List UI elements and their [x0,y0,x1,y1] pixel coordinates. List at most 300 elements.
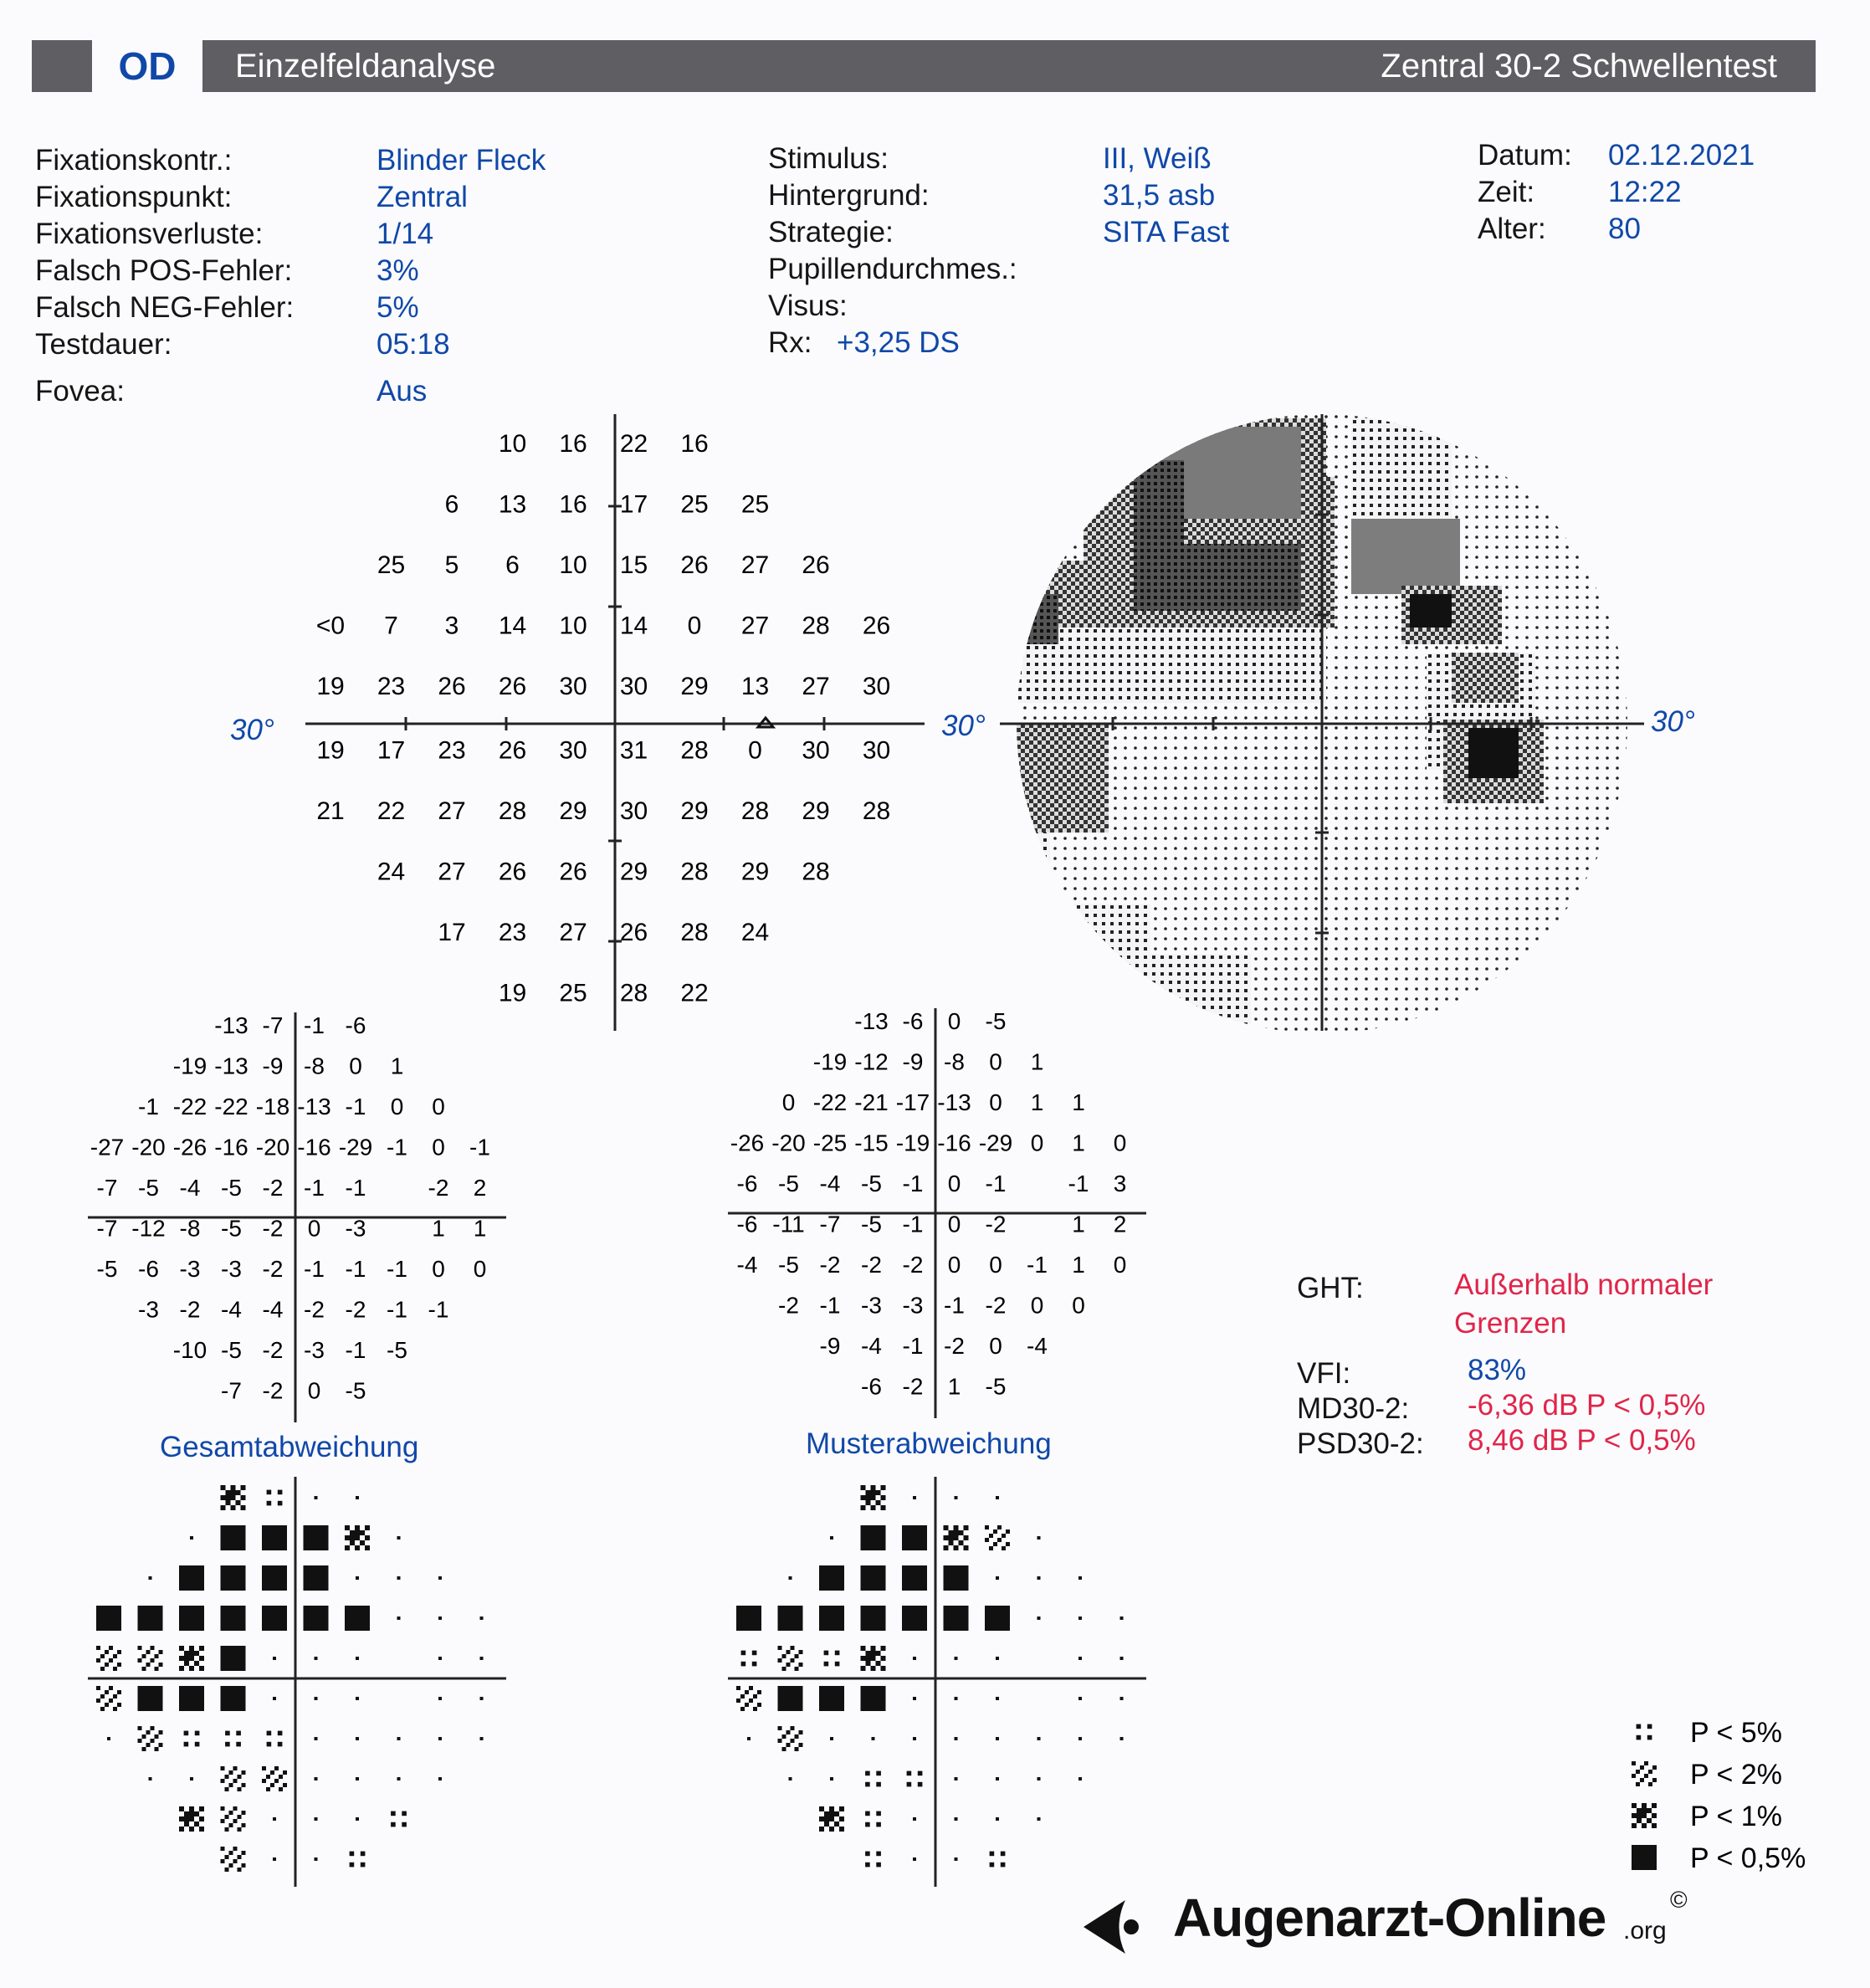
false-pos-label: Falsch POS-Fehler: [35,254,293,287]
normal-symbol [955,1737,958,1740]
deviation-value: -6 [736,1171,758,1196]
fixation-point-label: Fixationspunkt: [35,181,233,213]
p05-symbol [221,1565,246,1591]
legend-label: P < 2% [1690,1759,1782,1791]
deviation-value: -13 [214,1053,248,1079]
md-label: MD30-2: [1297,1392,1410,1425]
threshold-value: 23 [498,919,527,946]
deviation-value: -5 [345,1377,366,1404]
deviation-value: -1 [304,1175,325,1201]
threshold-value: 28 [498,797,527,825]
p5-symbol [225,1731,241,1747]
normal-symbol [1078,1617,1082,1620]
probability-legend [1615,1707,1832,1891]
time-value: 12:22 [1608,176,1682,208]
deviation-value: -1 [387,1256,407,1282]
normal-symbol [149,1777,152,1780]
normal-symbol [872,1737,875,1740]
threshold-value: 17 [377,736,406,765]
deviation-value: -7 [221,1377,242,1404]
deviation-value: 0 [307,1215,321,1242]
p05-symbol [179,1565,204,1591]
deviation-value: -1 [902,1211,924,1237]
p2-symbol [138,1726,163,1751]
threshold-value: 25 [377,551,406,579]
normal-symbol [438,1576,442,1580]
deviation-value: -21 [854,1089,889,1115]
deviation-value: -2 [819,1252,841,1278]
normal-symbol [273,1657,276,1660]
total-deviation-title: Gesamtabweichung [160,1431,419,1463]
deviation-value: -12 [131,1215,166,1242]
threshold-value: 28 [862,797,891,825]
deviation-value: -3 [902,1292,924,1319]
normal-symbol [315,1697,318,1700]
threshold-value: 24 [377,858,406,886]
deviation-value: -5 [96,1256,118,1282]
deviation-value: -1 [304,1012,325,1038]
date-label: Datum: [1478,139,1572,172]
deviation-value: -2 [428,1175,449,1201]
normal-symbol [1078,1777,1082,1780]
normal-symbol [996,1576,999,1580]
deviation-value: -19 [172,1053,207,1079]
normal-symbol [480,1737,484,1740]
deviation-value: -4 [1027,1333,1048,1359]
p05-symbol [96,1606,121,1631]
normal-symbol [356,1657,359,1660]
stimulus-value: III, Weiß [1103,142,1212,175]
p05-symbol [736,1606,761,1631]
deviation-value: -9 [819,1333,841,1359]
normal-symbol [315,1777,318,1780]
header-left-block [32,40,92,92]
deviation-value: 0 [947,1171,961,1196]
deviation-value: 1 [1072,1211,1085,1237]
normal-symbol [356,1737,359,1740]
p2-symbol [96,1646,121,1671]
deviation-value: -1 [985,1171,1007,1196]
threshold-value: 5 [444,551,459,579]
deviation-value: -29 [978,1130,1013,1156]
p2-symbol [262,1766,287,1791]
strategy-label: Strategie: [768,216,894,248]
ght-label: GHT: [1297,1272,1364,1304]
normal-symbol [273,1817,276,1821]
deviation-value: -6 [861,1373,882,1400]
normal-symbol [107,1737,110,1740]
p2-symbol [138,1646,163,1671]
p5-symbol [267,1490,283,1506]
p05-symbol [345,1606,370,1631]
deviation-value: 0 [989,1048,1002,1075]
threshold-value: 28 [740,797,770,825]
threshold-value: 14 [619,612,648,640]
age-label: Alter: [1478,213,1546,245]
p2-symbol [778,1726,803,1751]
time-label: Zeit: [1478,176,1535,208]
deviation-value: 1 [1030,1089,1044,1115]
normal-symbol [996,1737,999,1740]
threshold-value: 30 [619,797,648,825]
deviation-value: -2 [262,1215,284,1242]
psd-label: PSD30-2: [1297,1427,1424,1460]
deviation-value: -19 [812,1048,848,1075]
p05-symbol [221,1646,246,1671]
p2-symbol [1632,1761,1657,1786]
total-deviation-probability [84,1473,519,1895]
deviation-value: -3 [345,1215,366,1242]
normal-symbol [1078,1737,1082,1740]
deviation-value: -2 [179,1296,201,1323]
deviation-value: -16 [937,1130,971,1156]
p2-symbol [96,1686,121,1711]
axis-label-mid: 30° [941,710,986,742]
threshold-value: 26 [498,858,527,886]
p05-symbol [138,1606,163,1631]
deviation-value: -5 [221,1215,242,1242]
deviation-value: -2 [345,1296,366,1323]
header-bar [32,40,1816,92]
normal-symbol [789,1777,792,1780]
p1-symbol [944,1525,969,1550]
threshold-value: 29 [559,797,587,825]
normal-symbol [955,1857,958,1861]
normal-symbol [996,1496,999,1499]
deviation-value: -7 [96,1175,118,1201]
deviation-value: -9 [262,1053,284,1079]
normal-symbol [1120,1657,1124,1660]
deviation-value: -1 [1068,1171,1089,1196]
deviation-value: -2 [985,1211,1007,1237]
deviation-value: 0 [1030,1130,1044,1156]
deviation-value: -20 [255,1134,290,1161]
logo-text: Augenarzt-Online [1173,1888,1606,1948]
p2-symbol [221,1806,246,1832]
p1-symbol [1632,1803,1657,1828]
eye-label: OD [92,40,202,92]
p5-symbol [741,1651,757,1667]
deviation-value: 0 [947,1252,961,1278]
normal-symbol [190,1536,193,1540]
deviation-value: -16 [297,1134,331,1161]
threshold-value: 27 [559,919,587,946]
deviation-value: -9 [902,1048,924,1075]
p05-symbol [304,1525,329,1550]
threshold-value: 22 [680,979,709,1007]
normal-symbol [1037,1576,1041,1580]
p2-symbol [778,1646,803,1671]
deviation-value: 0 [432,1134,445,1161]
deviation-value: 0 [989,1089,1002,1115]
p5-symbol [391,1811,407,1827]
legend-label: P < 0,5% [1690,1842,1806,1874]
threshold-value: 16 [680,430,709,458]
deviation-value: -25 [812,1130,848,1156]
p05-symbol [861,1525,886,1550]
deviation-value: -6 [902,1008,924,1034]
threshold-value: 30 [862,736,891,765]
threshold-value: 26 [862,612,891,640]
normal-symbol [913,1817,916,1821]
deviation-value: -1 [345,1094,366,1120]
threshold-value: 13 [498,490,527,519]
deviation-value: -2 [944,1333,965,1359]
normal-symbol [913,1737,916,1740]
normal-symbol [996,1697,999,1700]
deviation-value: 1 [1072,1130,1085,1156]
p05-symbol [944,1606,969,1631]
normal-symbol [1078,1697,1082,1700]
deviation-value: -7 [819,1211,841,1237]
deviation-value: -22 [172,1094,207,1120]
p1-symbol [179,1806,204,1832]
deviation-value: 0 [307,1377,321,1404]
vfi-label: VFI: [1297,1357,1351,1390]
normal-symbol [438,1617,442,1620]
normal-symbol [356,1817,359,1821]
normal-symbol [273,1857,276,1861]
p05-symbol [819,1606,844,1631]
strategy-value: SITA Fast [1103,216,1230,248]
normal-symbol [913,1857,916,1861]
normal-symbol [315,1496,318,1499]
p5-symbol [1637,1724,1652,1740]
normal-symbol [356,1576,359,1580]
deviation-value: 1 [1072,1089,1085,1115]
threshold-value: 19 [316,673,345,700]
normal-symbol [996,1817,999,1821]
threshold-value: 19 [498,979,527,1007]
p1-symbol [179,1646,204,1671]
normal-symbol [1037,1777,1041,1780]
deviation-value: -1 [902,1171,924,1196]
deviation-value: -1 [345,1175,366,1201]
deviation-value: -4 [179,1175,201,1201]
fovea-value: Aus [377,375,428,407]
test-duration-label: Testdauer: [35,328,172,361]
false-neg-value: 5% [377,291,419,324]
threshold-value: 27 [802,673,830,700]
normal-symbol [1037,1617,1041,1620]
deviation-value: -15 [854,1130,889,1156]
deviation-value: -2 [262,1377,284,1404]
normal-symbol [438,1657,442,1660]
deviation-value: -6 [736,1211,758,1237]
normal-symbol [1078,1576,1082,1580]
deviation-value: -5 [861,1211,882,1237]
p05-symbol [819,1686,844,1711]
threshold-value: 29 [740,858,770,886]
deviation-value: -13 [297,1094,331,1120]
p05-symbol [819,1565,844,1591]
normal-symbol [356,1697,359,1700]
normal-symbol [315,1657,318,1660]
grayscale-plot [1000,402,1652,1038]
deviation-value: 0 [1113,1130,1127,1156]
normal-symbol [1120,1617,1124,1620]
deviation-value: 2 [1113,1211,1127,1237]
normal-symbol [1078,1657,1082,1660]
deviation-value: -1 [387,1296,407,1323]
deviation-value: -1 [1027,1252,1048,1278]
axis-label-right: 30° [1651,705,1695,738]
threshold-value: 0 [687,612,702,640]
deviation-value: 1 [432,1215,445,1242]
deviation-value: 0 [349,1053,362,1079]
deviation-value: -8 [944,1048,965,1075]
deviation-value: -7 [262,1012,284,1038]
normal-symbol [913,1496,916,1499]
fixation-point-value: Zentral [377,181,468,213]
p05-symbol [304,1565,329,1591]
normal-symbol [955,1657,958,1660]
normal-symbol [955,1496,958,1499]
deviation-value: 0 [1030,1292,1044,1319]
p05-symbol [304,1606,329,1631]
deviation-value: -27 [90,1134,125,1161]
threshold-value: 27 [740,551,770,579]
stimulus-label: Stimulus: [768,142,889,175]
p5-symbol [907,1771,923,1787]
date-value: 02.12.2021 [1608,139,1755,172]
deviation-value: -3 [221,1256,242,1282]
deviation-value: -2 [262,1256,284,1282]
logo-suffix: .org [1623,1917,1667,1944]
threshold-value: 30 [619,673,648,700]
threshold-value: 0 [748,736,762,765]
p05-symbol [262,1565,287,1591]
p2-symbol [985,1525,1010,1550]
p1-symbol [861,1485,886,1510]
deviation-value: 0 [432,1256,445,1282]
threshold-value: 15 [619,551,648,579]
deviation-value: -16 [214,1134,248,1161]
p1-symbol [221,1485,246,1510]
deviation-value: -7 [96,1215,118,1242]
normal-symbol [438,1737,442,1740]
deviation-value: -20 [131,1134,166,1161]
normal-symbol [438,1777,442,1780]
p05-symbol [1632,1845,1657,1870]
normal-symbol [830,1737,833,1740]
normal-symbol [913,1697,916,1700]
deviation-value: -3 [304,1337,325,1363]
p05-symbol [902,1606,927,1631]
threshold-value: 30 [862,673,891,700]
normal-symbol [1120,1737,1124,1740]
threshold-value: 26 [680,551,709,579]
threshold-value: 13 [740,673,770,700]
threshold-value: 28 [802,612,830,640]
deviation-value: -1 [902,1333,924,1359]
eye-logo-icon [1079,1893,1146,1960]
normal-symbol [913,1657,916,1660]
threshold-value: 29 [680,673,709,700]
deviation-value: -1 [469,1134,490,1161]
p05-symbol [778,1606,803,1631]
normal-symbol [149,1576,152,1580]
threshold-value: 28 [802,858,830,886]
deviation-value: 0 [473,1256,487,1282]
deviation-value: -6 [138,1256,159,1282]
threshold-value: 6 [505,551,520,579]
p5-symbol [865,1771,881,1787]
age-value: 80 [1608,213,1641,245]
normal-symbol [315,1817,318,1821]
deviation-value: -11 [772,1211,805,1237]
threshold-value: 26 [559,858,587,886]
deviation-value: -4 [221,1296,242,1323]
normal-symbol [190,1777,193,1780]
normal-symbol [480,1697,484,1700]
legend-label: P < 1% [1690,1801,1782,1832]
threshold-value: 16 [559,430,587,458]
p5-symbol [350,1852,366,1868]
deviation-value: 0 [989,1333,1002,1359]
deviation-value: -13 [214,1012,248,1038]
p05-symbol [221,1606,246,1631]
p05-symbol [985,1606,1010,1631]
normal-symbol [1037,1737,1041,1740]
deviation-value: -1 [944,1292,965,1319]
deviation-value: -2 [902,1373,924,1400]
deviation-value: -22 [812,1089,848,1115]
normal-symbol [1120,1697,1124,1700]
threshold-value: 29 [802,797,830,825]
p5-symbol [865,1811,881,1827]
deviation-value: -1 [387,1134,407,1161]
normal-symbol [1037,1536,1041,1540]
deviation-value: -2 [861,1252,882,1278]
normal-symbol [356,1496,359,1499]
deviation-value: -2 [985,1292,1007,1319]
p5-symbol [267,1731,283,1747]
threshold-value: 29 [619,858,648,886]
deviation-value: -1 [819,1292,841,1319]
normal-symbol [789,1576,792,1580]
normal-symbol [397,1777,401,1780]
normal-symbol [315,1737,318,1740]
p5-symbol [184,1731,200,1747]
deviation-value: -26 [730,1130,765,1156]
pattern-deviation-values [724,1004,1159,1427]
p05-symbol [944,1565,969,1591]
deviation-value: 0 [947,1211,961,1237]
test-duration-value: 05:18 [377,328,450,361]
analysis-title: Einzelfeldanalyse [235,48,496,85]
normal-symbol [315,1857,318,1861]
deviation-value: 0 [781,1089,796,1115]
threshold-value: 27 [438,797,466,825]
p05-symbol [138,1686,163,1711]
visus-label: Visus: [768,289,848,322]
threshold-value: 28 [680,858,709,886]
deviation-value: -4 [262,1296,284,1323]
deviation-value: 2 [473,1175,487,1201]
deviation-value: -3 [138,1296,159,1323]
md-value: -6,36 dB P < 0,5% [1468,1389,1706,1422]
p05-symbol [861,1606,886,1631]
deviation-value: 0 [390,1094,404,1120]
normal-symbol [955,1777,958,1780]
p05-symbol [221,1686,246,1711]
deviation-value: -20 [771,1130,806,1156]
deviation-value: -12 [854,1048,889,1075]
deviation-value: 1 [473,1215,487,1242]
threshold-value: 27 [438,858,466,886]
threshold-value: 16 [559,490,587,519]
